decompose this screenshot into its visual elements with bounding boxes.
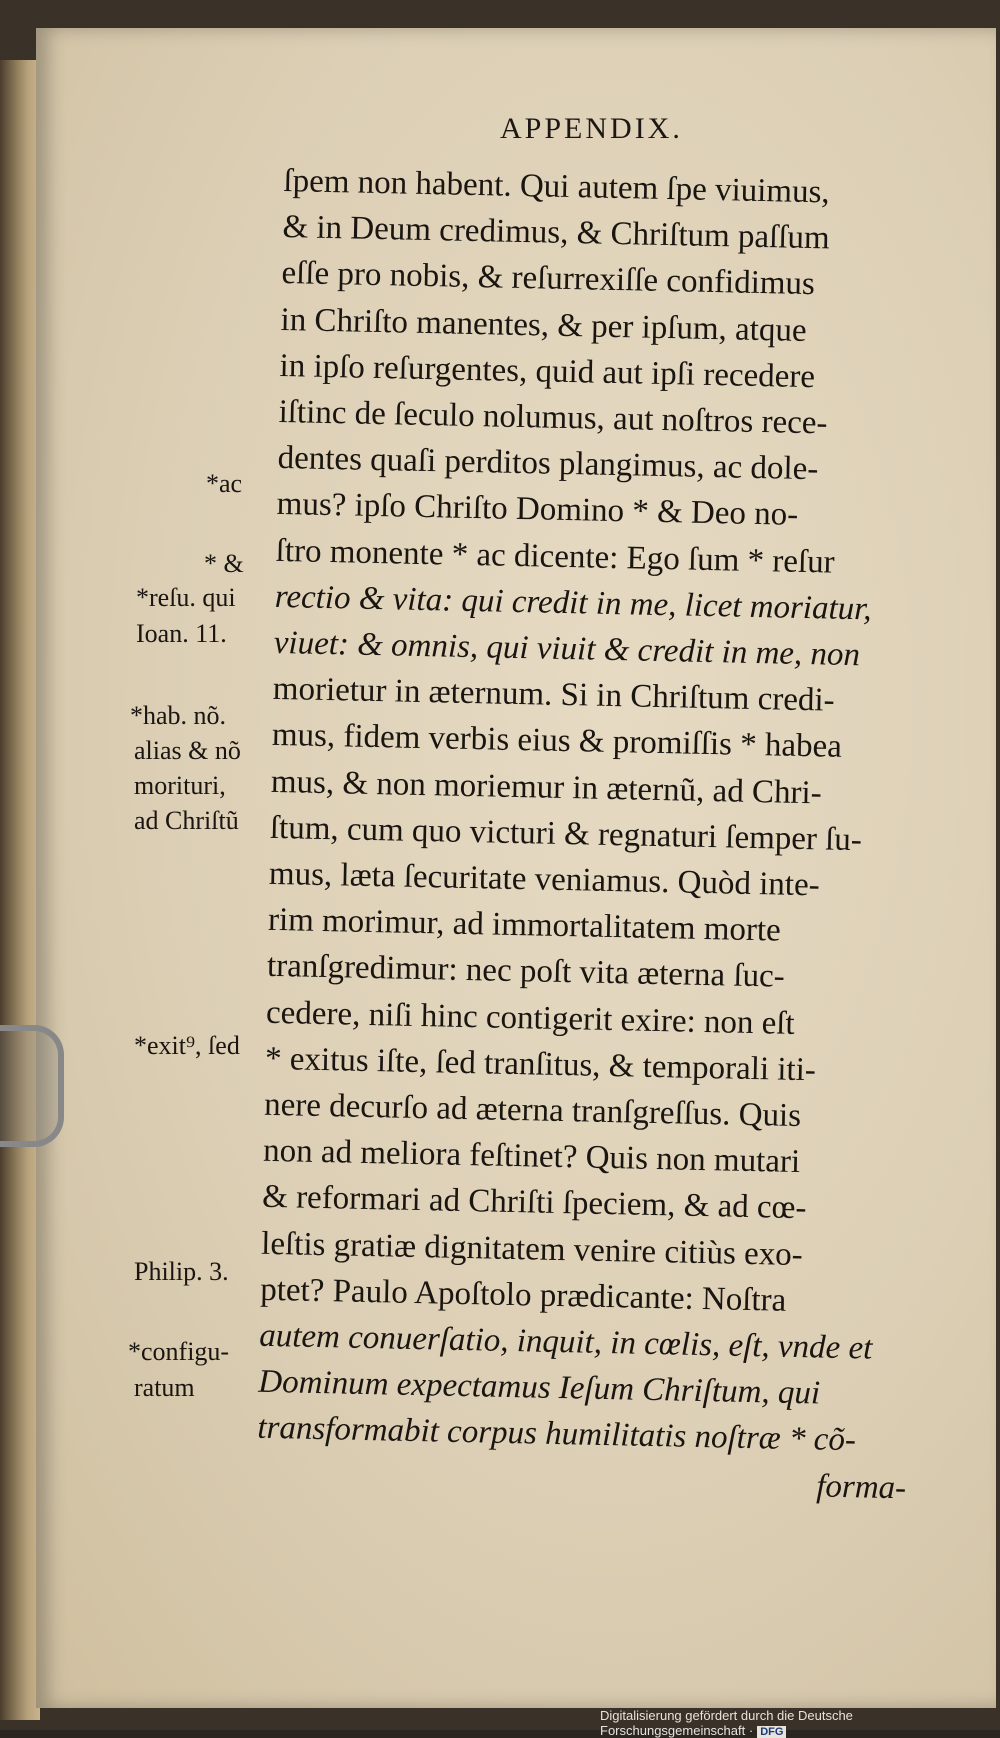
text-line: eſſe pro nobis, & reſurrexiſſe confidimus [281,255,816,303]
margin-note: morituri, [134,771,226,800]
credit-text: Digitalisierung gefördert durch die Deutsche Forschungsgemeinschaft · [600,1708,853,1738]
text-line: non ad meliora feſtinet? Quis non mutari [262,1133,801,1181]
text-line: dentes quaſi perditos plangimus, ac dole- [277,440,819,488]
book-page-edges [0,60,40,1720]
text-line: tranſgredimur: nec poſt vita æterna ſuc- [266,948,786,996]
dfg-logo: DFG [757,1726,786,1738]
margin-note: ratum [134,1373,195,1402]
text-line: mus? ipſo Chriſto Domino * & Deo no- [276,486,799,534]
text-line: rim morimur, ad immortalitatem morte [267,902,782,949]
margin-note: Ioan. 11. [136,619,227,648]
margin-note: *reſu. qui [136,583,236,612]
text-line: mus, fidem verbis eius & promiſſis * habea [271,717,843,766]
text-line: viuet: & omnis, qui viuit & credit in me, non [273,624,861,674]
text-line: mus, læta ſecuritate veniamus. Quòd inte- [268,855,821,904]
text-line: in Chriſto manentes, & per ipſum, atque [280,301,807,349]
running-head: APPENDIX. [500,112,683,145]
margin-note: *configu- [128,1337,230,1366]
text-line: iſtinc de ſeculo nolumus, aut noſtros rece- [278,393,828,442]
margin-note: *hab. nõ. [130,701,227,730]
margin-note: * & [204,549,244,578]
text-line: leſtis gratiæ dignitatem venire citiùs exo- [260,1225,804,1273]
margin-note: *exit⁹, ſed [134,1031,240,1060]
margin-note: *ac [206,469,243,498]
text-line: cedere, niſi hinc contigerit exire: non eſt [265,994,796,1042]
text-line: ſtro monente * ac dicente: Ego ſum * reſur [275,532,836,581]
page-clip [0,1025,64,1147]
margin-note: alias & nõ [134,736,241,765]
text-line: transformabit corpus humilitatis noſtræ * cõ- [257,1410,857,1459]
margin-note: ad Chriſtũ [134,806,239,835]
text-line: & reformari ad Chriſti ſpeciem, & ad cœ- [261,1179,807,1227]
text-line: rectio & vita: qui credit in me, licet moriatur, [274,578,873,628]
text-line: mus, & non moriemur in æternũ, ad Chri- [270,763,823,812]
text-line: forma- [815,1468,907,1507]
body-text [256,158,954,1512]
text-line: & in Deum credimus, & Chriſtum paſſum [282,209,831,257]
margin-note: Philip. 3. [134,1257,229,1286]
digitization-credit [600,1708,1000,1738]
text-line: ptet? Paulo Apoſtolo prædicante: Noſtra [259,1271,787,1319]
text-line: Dominum expectamus Ieſum Chriſtum, qui [257,1364,821,1412]
text-line: morietur in æternum. Si in Chriſtum credi- [272,671,835,719]
text-line: autem conuerſatio, inquit, in cœlis, eſt, vnde et [258,1317,873,1367]
text-line: * exitus iſte, ſed tranſitus, & temporali iti- [264,1040,817,1089]
text-line: ſtum, cum quo victuri & regnaturi ſemper ſu- [269,809,863,859]
text-line: in ipſo reſurgentes, quid aut ipſi recedere [279,347,816,395]
text-line: ſpem non habent. Qui autem ſpe viuimus, [283,162,831,211]
text-line: nere decurſo ad æterna tranſgreſſus. Quis [263,1086,802,1135]
